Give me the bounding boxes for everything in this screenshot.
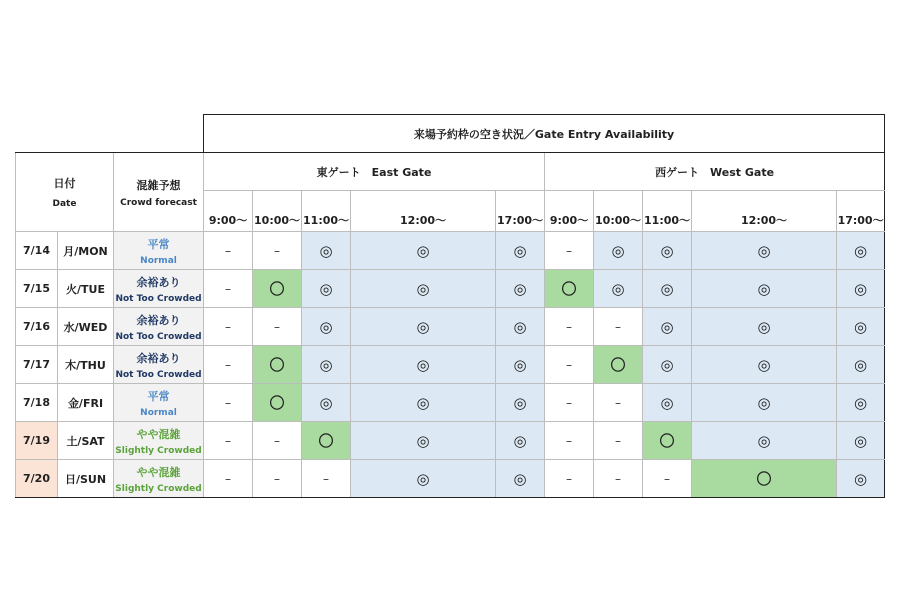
forecast-cell [114,384,204,422]
forecast-en: Not Too Crowded [115,369,202,380]
west-time-slot: 10:00〜 [594,191,643,232]
double-circle-icon: ◎ [854,241,868,260]
table-row [16,384,885,422]
date-cell: 7/14 [16,232,58,270]
west-slot-cell [692,346,837,384]
west-slot-cell [692,422,837,460]
east-slot-cell [351,384,496,422]
forecast-cell [114,270,204,308]
double-circle-icon: ◎ [513,355,527,374]
date-cell: 7/15 [16,270,58,308]
double-circle-icon: ◎ [757,431,771,450]
east-slot-cell [253,346,302,384]
double-circle-icon: ◎ [660,355,674,374]
date-cell: 7/16 [16,308,58,346]
east-slot-cell [351,422,496,460]
east-time-slot: 9:00〜 [204,191,253,232]
dash-icon: – [566,471,573,486]
east-slot-cell [302,460,351,498]
day-cell: 金/FRI [58,384,114,422]
double-circle-icon: ◎ [319,279,333,298]
west-slot-cell [643,384,692,422]
double-circle-icon: ◎ [513,393,527,412]
circle-icon: 〇 [269,394,285,412]
west-slot-cell [594,270,643,308]
double-circle-icon: ◎ [416,469,430,488]
double-circle-icon: ◎ [416,431,430,450]
double-circle-icon: ◎ [660,317,674,336]
double-circle-icon: ◎ [513,469,527,488]
circle-icon: 〇 [269,280,285,298]
east-time-slot: 12:00〜 [351,191,496,232]
date-cell: 7/20 [16,460,58,498]
forecast-cell [114,346,204,384]
circle-icon: 〇 [561,280,577,298]
east-time-slot: 11:00〜 [302,191,351,232]
double-circle-icon: ◎ [319,355,333,374]
double-circle-icon: ◎ [513,317,527,336]
double-circle-icon: ◎ [319,241,333,260]
double-circle-icon: ◎ [854,279,868,298]
double-circle-icon: ◎ [757,355,771,374]
double-circle-icon: ◎ [319,393,333,412]
forecast-jp: 余裕あり [136,275,181,289]
availability-table [15,114,885,498]
east-slot-cell [204,346,253,384]
east-time-slot: 17:00〜 [496,191,545,232]
circle-icon: 〇 [610,356,626,374]
east-slot-cell [253,384,302,422]
double-circle-icon: ◎ [757,393,771,412]
east-slot-cell [204,422,253,460]
corner-blank [16,115,204,153]
forecast-cell [114,308,204,346]
double-circle-icon: ◎ [660,393,674,412]
east-slot-cell [351,232,496,270]
west-slot-cell [643,346,692,384]
table-row [16,308,885,346]
double-circle-icon: ◎ [416,241,430,260]
forecast-en: Not Too Crowded [115,293,202,304]
west-slot-cell [545,384,594,422]
forecast-header-jp: 混雑予想 [136,178,181,192]
forecast-en: Slightly Crowded [115,445,202,456]
east-slot-cell [302,384,351,422]
double-circle-icon: ◎ [416,317,430,336]
dash-icon: – [566,433,573,448]
west-slot-cell [643,232,692,270]
dash-icon: – [274,243,281,258]
east-slot-cell [253,422,302,460]
dash-icon: – [615,319,622,334]
east-slot-cell [253,232,302,270]
day-cell: 水/WED [58,308,114,346]
dash-icon: – [615,395,622,410]
west-slot-cell [545,308,594,346]
west-slot-cell [545,422,594,460]
west-slot-cell [692,232,837,270]
dash-icon: – [664,471,671,486]
west-slot-cell [594,460,643,498]
double-circle-icon: ◎ [854,393,868,412]
east-slot-cell [302,232,351,270]
east-slot-cell [204,460,253,498]
double-circle-icon: ◎ [854,469,868,488]
dash-icon: – [225,243,232,258]
east-slot-cell [351,308,496,346]
dash-icon: – [566,243,573,258]
forecast-jp: 余裕あり [136,313,181,327]
west-slot-cell [837,346,885,384]
forecast-en: Slightly Crowded [115,483,202,494]
west-slot-cell [643,422,692,460]
double-circle-icon: ◎ [319,317,333,336]
table-row [16,270,885,308]
double-circle-icon: ◎ [854,355,868,374]
day-cell: 木/THU [58,346,114,384]
east-gate-header: 東ゲート East Gate [204,153,545,191]
date-header-en: Date [52,199,77,209]
double-circle-icon: ◎ [416,279,430,298]
double-circle-icon: ◎ [660,279,674,298]
west-slot-cell [643,270,692,308]
east-slot-cell [253,460,302,498]
dash-icon: – [225,471,232,486]
east-slot-cell [496,232,545,270]
forecast-header-en: Crowd forecast [120,197,197,208]
west-time-slot: 9:00〜 [545,191,594,232]
table-row [16,346,885,384]
day-cell: 火/TUE [58,270,114,308]
east-slot-cell [204,270,253,308]
dash-icon: – [274,433,281,448]
west-slot-cell [594,384,643,422]
double-circle-icon: ◎ [416,355,430,374]
east-slot-cell [351,460,496,498]
west-slot-cell [545,460,594,498]
west-time-slot: 17:00〜 [837,191,885,232]
west-gate-header: 西ゲート West Gate [545,153,885,191]
day-cell: 日/SUN [58,460,114,498]
dash-icon: – [225,395,232,410]
east-slot-cell [253,308,302,346]
west-slot-cell [594,422,643,460]
east-slot-cell [302,270,351,308]
west-slot-cell [594,232,643,270]
east-slot-cell [496,384,545,422]
east-slot-cell [302,308,351,346]
west-slot-cell [692,460,837,498]
dash-icon: – [225,357,232,372]
forecast-jp: 平常 [147,237,170,251]
dash-icon: – [323,471,330,486]
west-slot-cell [545,270,594,308]
forecast-jp: やや混雑 [136,427,181,441]
west-slot-cell [837,232,885,270]
table-row [16,460,885,498]
dash-icon: – [615,471,622,486]
west-time-slot: 12:00〜 [692,191,837,232]
day-cell: 土/SAT [58,422,114,460]
east-slot-cell [496,270,545,308]
table-title: 来場予約枠の空き状況／Gate Entry Availability [204,115,885,153]
double-circle-icon: ◎ [757,241,771,260]
forecast-cell [114,422,204,460]
double-circle-icon: ◎ [757,317,771,336]
east-time-slot: 10:00〜 [253,191,302,232]
dash-icon: – [566,357,573,372]
circle-icon: 〇 [269,356,285,374]
forecast-jp: やや混雑 [136,465,181,479]
west-slot-cell [643,308,692,346]
forecast-en: Normal [140,407,177,418]
double-circle-icon: ◎ [854,317,868,336]
dash-icon: – [274,471,281,486]
double-circle-icon: ◎ [416,393,430,412]
east-slot-cell [496,308,545,346]
forecast-en: Not Too Crowded [115,331,202,342]
dash-icon: – [566,395,573,410]
east-slot-cell [351,270,496,308]
date-cell: 7/17 [16,346,58,384]
date-header [16,153,114,232]
double-circle-icon: ◎ [757,279,771,298]
west-slot-cell [643,460,692,498]
dash-icon: – [615,433,622,448]
double-circle-icon: ◎ [611,279,625,298]
forecast-jp: 平常 [147,389,170,403]
forecast-header [114,153,204,232]
west-slot-cell [594,308,643,346]
east-slot-cell [204,384,253,422]
date-cell: 7/18 [16,384,58,422]
west-slot-cell [837,460,885,498]
west-slot-cell [594,346,643,384]
double-circle-icon: ◎ [660,241,674,260]
day-cell: 月/MON [58,232,114,270]
east-slot-cell [496,422,545,460]
west-slot-cell [545,232,594,270]
forecast-cell [114,460,204,498]
circle-icon: 〇 [659,432,675,450]
circle-icon: 〇 [756,470,772,488]
west-slot-cell [692,384,837,422]
double-circle-icon: ◎ [854,431,868,450]
west-slot-cell [545,346,594,384]
dash-icon: – [566,319,573,334]
table-row [16,422,885,460]
table-row [16,232,885,270]
west-slot-cell [692,308,837,346]
forecast-en: Normal [140,255,177,266]
east-slot-cell [302,346,351,384]
circle-icon: 〇 [318,432,334,450]
dash-icon: – [225,281,232,296]
forecast-cell [114,232,204,270]
west-slot-cell [692,270,837,308]
double-circle-icon: ◎ [611,241,625,260]
forecast-jp: 余裕あり [136,351,181,365]
west-slot-cell [837,308,885,346]
east-slot-cell [253,270,302,308]
west-time-slot: 11:00〜 [643,191,692,232]
dash-icon: – [225,433,232,448]
double-circle-icon: ◎ [513,241,527,260]
double-circle-icon: ◎ [513,431,527,450]
dash-icon: – [274,319,281,334]
date-cell: 7/19 [16,422,58,460]
west-slot-cell [837,384,885,422]
dash-icon: – [225,319,232,334]
east-slot-cell [496,346,545,384]
west-slot-cell [837,422,885,460]
east-slot-cell [204,232,253,270]
east-slot-cell [204,308,253,346]
east-slot-cell [496,460,545,498]
west-slot-cell [837,270,885,308]
date-header-jp: 日付 [53,177,76,190]
east-slot-cell [302,422,351,460]
double-circle-icon: ◎ [513,279,527,298]
east-slot-cell [351,346,496,384]
